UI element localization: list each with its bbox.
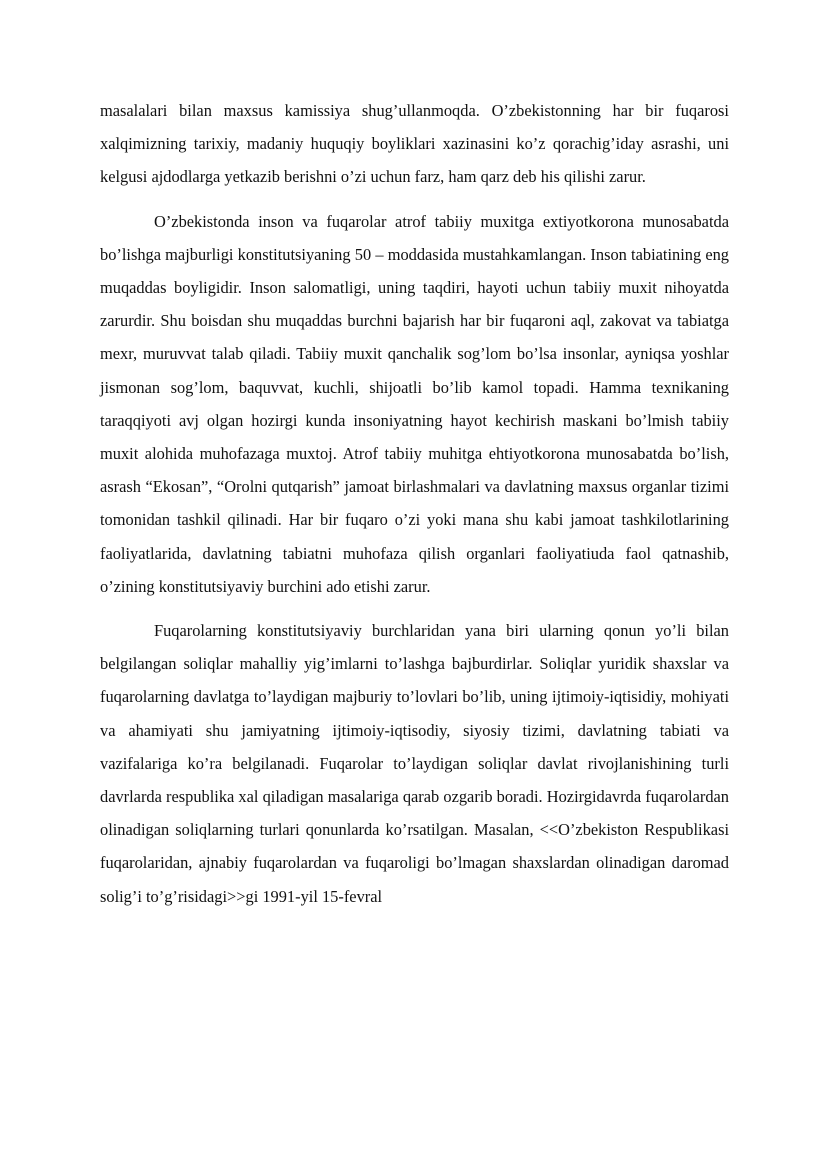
- paragraph-environment: O’zbekistonda inson va fuqarolar atrof tabiiy muxitga extiyotkorona munosabatda bo’lishga majburligi konstitutsiyaning 50 – moddasida mustahkamlangan. Inson tabiatining eng muqaddas boyligidir. Inson salomatligi, uning taqdiri, hayoti uchun tabiiy muxit nihoyatda zarurdir. Shu boisdan shu muqaddas burchni bajarish har bir fuqaroni aql, zakovat va tabiatga mexr, muruvvat talab qiladi. Tabiiy muxit qanchalik sog’lom bo’lsa insonlar, ayniqsa yoshlar jismonan sog’lom, baquvvat, kuchli, shijoatli bo’lib kamol topadi. Hamma texnikaning taraqqiyoti avj olgan hozirgi kunda insoniyatning hayot kechirish maskani bo’lmish tabiiy muxit alohida muhofazaga muxtoj. Atrof tabiiy muhitga ehtiyotkorona munosabatda bo’lish, asrash “Ekosan”, “Orolni qutqarish” jamoat birlashmalari va davlatning maxsus organlar tizimi tomonidan tashkil qilinadi. Har bir fuqaro o’zi yoki mana shu kabi jamoat tashkilotlarining faoliyatlarida, davlatning tabiatni muhofaza qilish organlari faoliyatiuda faol qatnashib, o’zining konstitutsiyaviy burchini ado etishi zarur.: [100, 211, 729, 596]
- paragraph-heritage: masalalari bilan maxsus kamissiya shug’ullanmoqda. O’zbekistonning har bir fuqarosi xalqimizning tarixiy, madaniy huquqiy boyliklari xazinasini ko’z qorachig’iday asrashi, uni kelgusi ajdodlarga yetkazib berishni o’zi uchun farz, ham qarz deb his qilishi zarur.: [100, 101, 729, 187]
- document-page: [100, 94, 729, 913]
- paragraph-taxes: Fuqarolarning konstitutsiyaviy burchlaridan yana biri ularning qonun yo’li bilan belgilangan soliqlar mahalliy yig’imlarni to’lashga bajburdirlar. Soliqlar yuridik shaxslar va fuqarolarning davlatga to’laydigan majburiy to’lovlari bo’lib, uning ijtimoiy-iqtisidiy, mohiyati va ahamiyati shu jamiyatning ijtimoiy-iqtisodiy, siyosiy tizimi, davlatning tabiati va vazifalariga ko’ra belgilanadi. Fuqarolar to’laydigan soliqlar davlat rivojlanishining turli davrlarda respublika xal qiladigan masalariga qarab ozgarib boradi. Hozirgidavrda fuqarolardan olinadigan soliqlarning turlari qonunlarda ko’rsatilgan. Masalan, <<O’zbekiston Respublikasi fuqarolaridan, ajnabiy fuqarolardan va fuqaroligi bo’lmagan shaxslardan olinadigan daromad solig’i to’g’risidagi>>gi 1991-yil 15-fevral: [100, 621, 729, 906]
